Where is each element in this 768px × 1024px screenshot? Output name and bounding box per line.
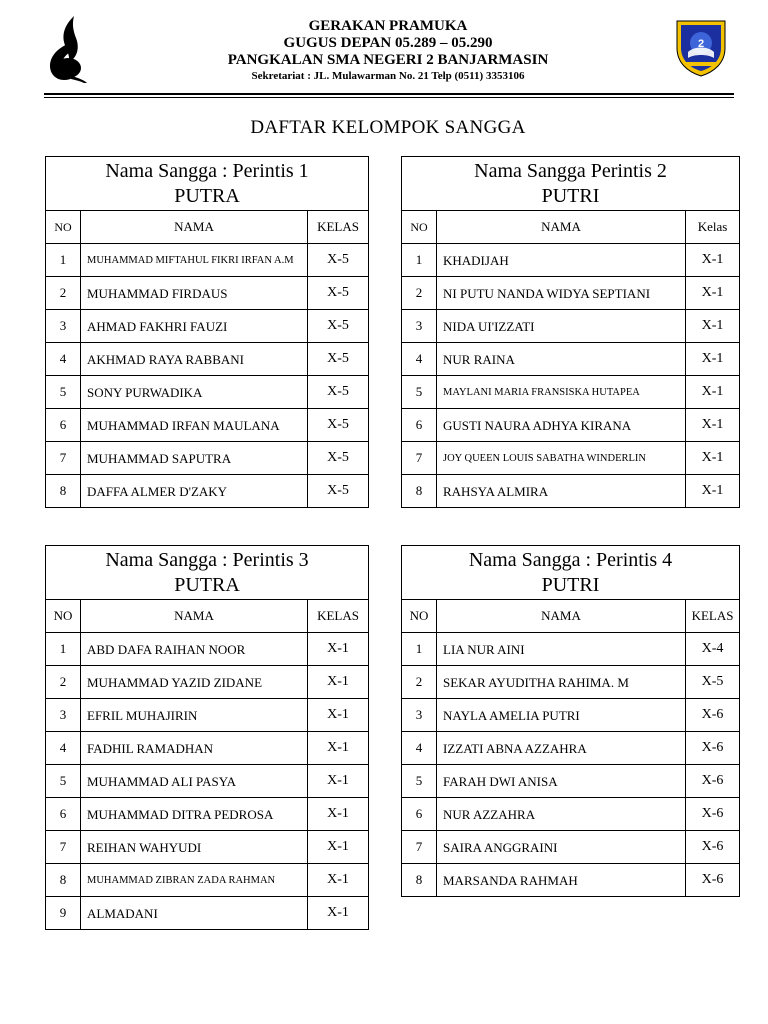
gugus-depan: GUGUS DEPAN 05.289 – 05.290 [283, 35, 493, 51]
member-no: 4 [46, 343, 81, 376]
member-name: KHADIJAH [437, 244, 686, 277]
member-name: EFRIL MUHAJIRIN [81, 699, 308, 732]
member-name: MUHAMMAD FIRDAUS [81, 277, 308, 310]
table-row [46, 666, 369, 699]
member-name: MUHAMMAD SAPUTRA [81, 442, 308, 475]
table-row [402, 699, 740, 732]
col-header-kelas: KELAS [308, 211, 369, 244]
letterhead [0, 0, 768, 100]
member-name: DAFFA ALMER D'ZAKY [81, 475, 308, 508]
member-no: 2 [402, 666, 437, 699]
member-name: MARSANDA RAHMAH [437, 864, 686, 897]
member-no: 3 [402, 699, 437, 732]
member-class: X-1 [308, 765, 369, 798]
sangga-header [402, 157, 740, 211]
col-header-nama: NAMA [81, 211, 308, 244]
member-class: X-1 [686, 409, 740, 442]
sangga-name: Nama Sangga : Perintis 4 [468, 549, 673, 571]
member-no: 6 [46, 798, 81, 831]
member-no: 6 [46, 409, 81, 442]
member-no: 1 [402, 244, 437, 277]
member-class: X-1 [308, 666, 369, 699]
member-class: X-1 [686, 310, 740, 343]
sangga-name: Nama Sangga : Perintis 3 [105, 549, 309, 571]
member-class: X-1 [308, 633, 369, 666]
table-row [402, 244, 740, 277]
member-class: X-5 [308, 277, 369, 310]
table-row [402, 864, 740, 897]
table-row [46, 831, 369, 864]
member-no: 2 [46, 666, 81, 699]
table-row [402, 831, 740, 864]
member-class: X-1 [308, 699, 369, 732]
member-name: MUHAMMAD MIFTAHUL FIKRI IRFAN A.M [81, 244, 308, 277]
member-class: X-4 [686, 633, 740, 666]
member-no: 5 [46, 376, 81, 409]
member-name: SEKAR AYUDITHA RAHIMA. M [437, 666, 686, 699]
col-header-no: NO [46, 211, 81, 244]
member-name: AKHMAD RAYA RABBANI [81, 343, 308, 376]
table-row [46, 343, 369, 376]
sangga-table-perintis-3 [45, 545, 369, 930]
col-header-nama: NAMA [81, 600, 308, 633]
member-class: X-5 [308, 343, 369, 376]
sangga-header [402, 546, 740, 600]
member-name: MUHAMMAD ZIBRAN ZADA RAHMAN [81, 864, 308, 897]
member-name: FADHIL RAMADHAN [81, 732, 308, 765]
org-name: GERAKAN PRAMUKA [308, 18, 468, 34]
member-class: X-5 [308, 310, 369, 343]
sangga-table-perintis-1 [45, 156, 369, 508]
school-emblem-icon [674, 18, 728, 78]
member-name: ALMADANI [81, 897, 308, 930]
sangga-name: Nama Sangga : Perintis 1 [105, 160, 309, 182]
table-row [46, 244, 369, 277]
col-header-nama: NAMA [437, 211, 686, 244]
member-class: X-1 [686, 244, 740, 277]
table-row [46, 376, 369, 409]
member-name: IZZATI ABNA AZZAHRA [437, 732, 686, 765]
member-class: X-5 [308, 409, 369, 442]
member-class: X-1 [686, 475, 740, 508]
member-class: X-6 [686, 732, 740, 765]
table-row [402, 376, 740, 409]
table-row [46, 897, 369, 930]
table-row [402, 442, 740, 475]
emblem-number: 2 [697, 38, 705, 50]
table-row [46, 475, 369, 508]
table-row [402, 409, 740, 442]
member-class: X-6 [686, 765, 740, 798]
table-row [46, 310, 369, 343]
table-row [46, 409, 369, 442]
member-name: SONY PURWADIKA [81, 376, 308, 409]
member-class: X-5 [686, 666, 740, 699]
table-row [46, 699, 369, 732]
member-no: 4 [402, 732, 437, 765]
table-row [402, 310, 740, 343]
table-row [402, 732, 740, 765]
member-no: 4 [402, 343, 437, 376]
col-header-kelas: KELAS [308, 600, 369, 633]
sangga-name: Nama Sangga Perintis 2 [474, 160, 667, 182]
member-class: X-1 [686, 442, 740, 475]
member-no: 6 [402, 409, 437, 442]
table-row [46, 277, 369, 310]
table-row [402, 277, 740, 310]
member-no: 1 [402, 633, 437, 666]
table-row [402, 633, 740, 666]
col-header-kelas: KELAS [686, 600, 740, 633]
member-name: MUHAMMAD ALI PASYA [81, 765, 308, 798]
sangga-header [46, 157, 369, 211]
sangga-table-perintis-2 [401, 156, 740, 508]
table-row [46, 442, 369, 475]
col-header-nama: NAMA [437, 600, 686, 633]
member-name: NAYLA AMELIA PUTRI [437, 699, 686, 732]
member-no: 7 [46, 442, 81, 475]
member-no: 9 [46, 897, 81, 930]
member-no: 8 [402, 475, 437, 508]
member-name: NUR AZZAHRA [437, 798, 686, 831]
sangga-gender: PUTRA [174, 574, 240, 596]
member-class: X-5 [308, 376, 369, 409]
member-class: X-1 [686, 277, 740, 310]
member-no: 1 [46, 244, 81, 277]
sangga-gender: PUTRI [541, 574, 600, 596]
table-row [402, 666, 740, 699]
member-class: X-1 [686, 376, 740, 409]
col-header-no: NO [402, 600, 437, 633]
member-no: 2 [402, 277, 437, 310]
member-class: X-6 [686, 798, 740, 831]
member-class: X-5 [308, 475, 369, 508]
member-name: ABD DAFA RAIHAN NOOR [81, 633, 308, 666]
member-name: RAHSYA ALMIRA [437, 475, 686, 508]
sangga-gender: PUTRI [541, 185, 600, 207]
sangga-gender: PUTRA [174, 185, 240, 207]
member-name: MUHAMMAD YAZID ZIDANE [81, 666, 308, 699]
col-header-no: NO [46, 600, 81, 633]
member-name: REIHAN WAHYUDI [81, 831, 308, 864]
table-row [402, 765, 740, 798]
member-no: 5 [46, 765, 81, 798]
member-class: X-1 [308, 897, 369, 930]
member-name: SAIRA ANGGRAINI [437, 831, 686, 864]
member-name: MAYLANI MARIA FRANSISKA HUTAPEA [437, 376, 686, 409]
table-row [46, 798, 369, 831]
member-class: X-5 [308, 442, 369, 475]
header-rule-thick [44, 93, 734, 95]
member-class: X-5 [308, 244, 369, 277]
col-header-kelas: Kelas [686, 211, 740, 244]
member-no: 8 [46, 864, 81, 897]
member-no: 4 [46, 732, 81, 765]
member-class: X-1 [686, 343, 740, 376]
sangga-table-perintis-4 [401, 545, 740, 897]
member-no: 2 [46, 277, 81, 310]
member-no: 8 [402, 864, 437, 897]
member-name: FARAH DWI ANISA [437, 765, 686, 798]
member-no: 5 [402, 376, 437, 409]
member-name: LIA NUR AINI [437, 633, 686, 666]
member-class: X-6 [686, 831, 740, 864]
table-row [402, 475, 740, 508]
member-no: 5 [402, 765, 437, 798]
table-row [46, 732, 369, 765]
member-name: AHMAD FAKHRI FAUZI [81, 310, 308, 343]
member-class: X-6 [686, 864, 740, 897]
tunas-kelapa-logo-icon [44, 14, 88, 84]
member-no: 7 [46, 831, 81, 864]
col-header-no: NO [402, 211, 437, 244]
member-no: 7 [402, 831, 437, 864]
member-no: 3 [46, 699, 81, 732]
table-row [402, 343, 740, 376]
member-class: X-1 [308, 732, 369, 765]
member-name: JOY QUEEN LOUIS SABATHA WINDERLIN [437, 442, 686, 475]
table-row [46, 633, 369, 666]
member-name: MUHAMMAD IRFAN MAULANA [81, 409, 308, 442]
member-class: X-1 [308, 864, 369, 897]
member-no: 6 [402, 798, 437, 831]
member-no: 3 [402, 310, 437, 343]
member-no: 8 [46, 475, 81, 508]
table-row [402, 798, 740, 831]
member-name: NIDA UI'IZZATI [437, 310, 686, 343]
member-name: MUHAMMAD DITRA PEDROSA [81, 798, 308, 831]
member-name: NUR RAINA [437, 343, 686, 376]
sangga-header [46, 546, 369, 600]
member-class: X-6 [686, 699, 740, 732]
table-row [46, 765, 369, 798]
member-name: GUSTI NAURA ADHYA KIRANA [437, 409, 686, 442]
sekretariat-address: Sekretariat : JL. Mulawarman No. 21 Telp (0511) 3353106 [251, 70, 525, 82]
member-no: 7 [402, 442, 437, 475]
pangkalan: PANGKALAN SMA NEGERI 2 BANJARMASIN [227, 52, 549, 68]
member-no: 3 [46, 310, 81, 343]
member-no: 1 [46, 633, 81, 666]
document-title: DAFTAR KELOMPOK SANGGA [250, 117, 526, 138]
member-name: NI PUTU NANDA WIDYA SEPTIANI [437, 277, 686, 310]
member-class: X-1 [308, 798, 369, 831]
member-class: X-1 [308, 831, 369, 864]
header-rule-thin [44, 97, 734, 98]
table-row [46, 864, 369, 897]
